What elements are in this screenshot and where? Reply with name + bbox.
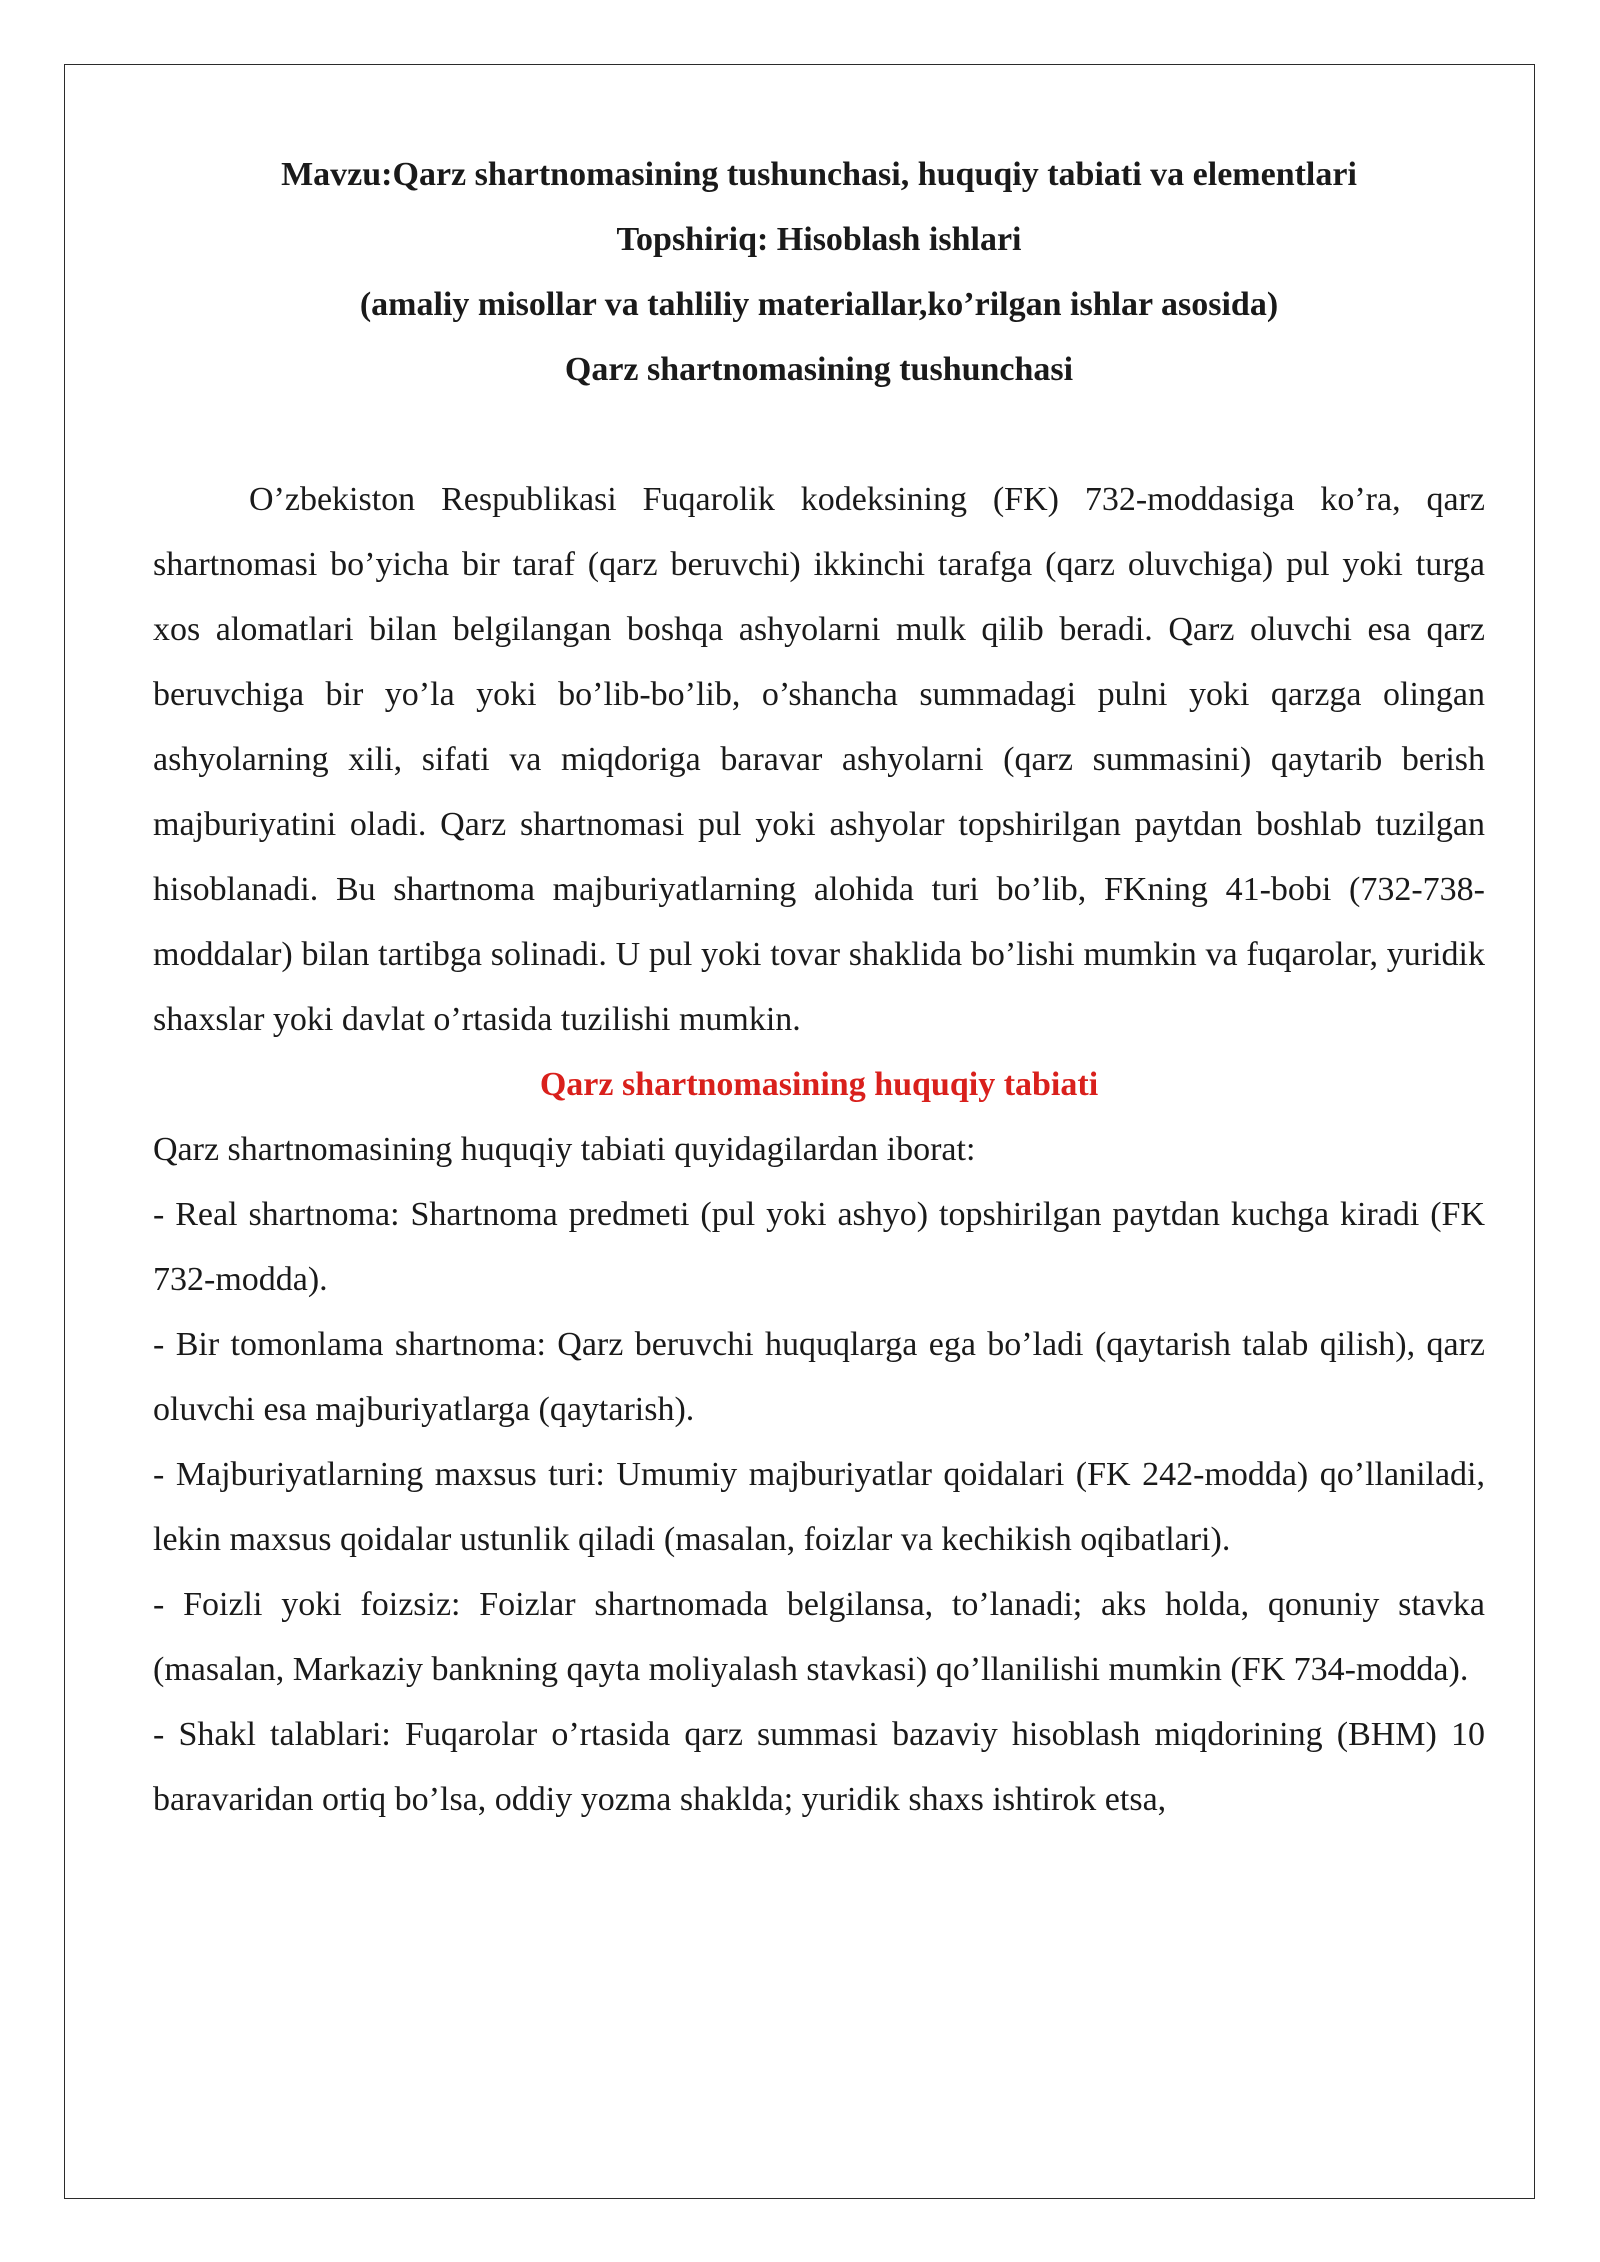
- document-body: [153, 142, 1485, 1832]
- paragraph-concept: O’zbekiston Respublikasi Fuqarolik kodeksining (FK) 732-moddasiga ko’ra, qarz shartnomasi bo’yicha bir taraf (qarz beruvchi) ikkinchi tarafga (qarz oluvchiga) pul yoki turga xos alomatlari bilan belgilangan boshqa ashyolarni mulk qilib beradi. Qarz oluvchi esa qarz beruvchiga bir yo’la yoki bo’lib-bo’lib, o’shancha summadagi pulni yoki qarzga olingan ashyolarning xili, sifati va miqdoriga baravar ashyolarni (qarz summasini) qaytarib berish majburiyatini oladi. Qarz shartnomasi pul yoki ashyolar topshirilgan paytdan boshlab tuzilgan hisoblanadi. Bu shartnoma majburiyatlarning alohida turi bo’lib, FKning 41-bobi (732-738-moddalar) bilan tartibga solinadi. U pul yoki tovar shaklida bo’lishi mumkin va fuqarolar, yuridik shaxslar yoki davlat o’rtasida tuzilishi mumkin.: [153, 481, 1485, 1038]
- note-heading: (amaliy misollar va tahliliy materiallar,ko’rilgan ishlar asosida): [359, 286, 1279, 323]
- section-heading-concept: Qarz shartnomasining tushunchasi: [564, 351, 1074, 388]
- list-item: - Bir tomonlama shartnoma: Qarz beruvchi huquqlarga ega bo’ladi (qaytarish talab qilish), qarz oluvchi esa majburiyatlarga (qaytarish).: [153, 1326, 1485, 1428]
- section-heading-legal-nature: Qarz shartnomasining huquqiy tabiati: [539, 1066, 1099, 1103]
- task-heading: Topshiriq: Hisoblash ishlari: [616, 221, 1022, 258]
- paragraph-intro: Qarz shartnomasining huquqiy tabiati quyidagilardan iborat:: [153, 1131, 976, 1168]
- topic-heading: Mavzu:Qarz shartnomasining tushunchasi, huquqiy tabiati va elementlari: [281, 156, 1357, 193]
- list-item: - Shakl talablari: Fuqarolar o’rtasida qarz summasi bazaviy hisoblash miqdorining (BHM) 10 baravaridan ortiq bo’lsa, oddiy yozma shaklda; yuridik shaxs ishtirok etsa,: [153, 1716, 1485, 1818]
- list-item: - Foizli yoki foizsiz: Foizlar shartnomada belgilansa, to’lanadi; aks holda, qonuniy stavka (masalan, Markaziy bankning qayta moliyalash stavkasi) qo’llanilishi mumkin (FK 734-modda).: [153, 1586, 1485, 1688]
- list-item: - Real shartnoma: Shartnoma predmeti (pul yoki ashyo) topshirilgan paytdan kuchga kiradi (FK 732-modda).: [153, 1196, 1485, 1298]
- blank-line: [153, 402, 1485, 467]
- list-item: - Majburiyatlarning maxsus turi: Umumiy majburiyatlar qoidalari (FK 242-modda) qo’llaniladi, lekin maxsus qoidalar ustunlik qiladi (masalan, foizlar va kechikish oqibatlari).: [153, 1456, 1485, 1558]
